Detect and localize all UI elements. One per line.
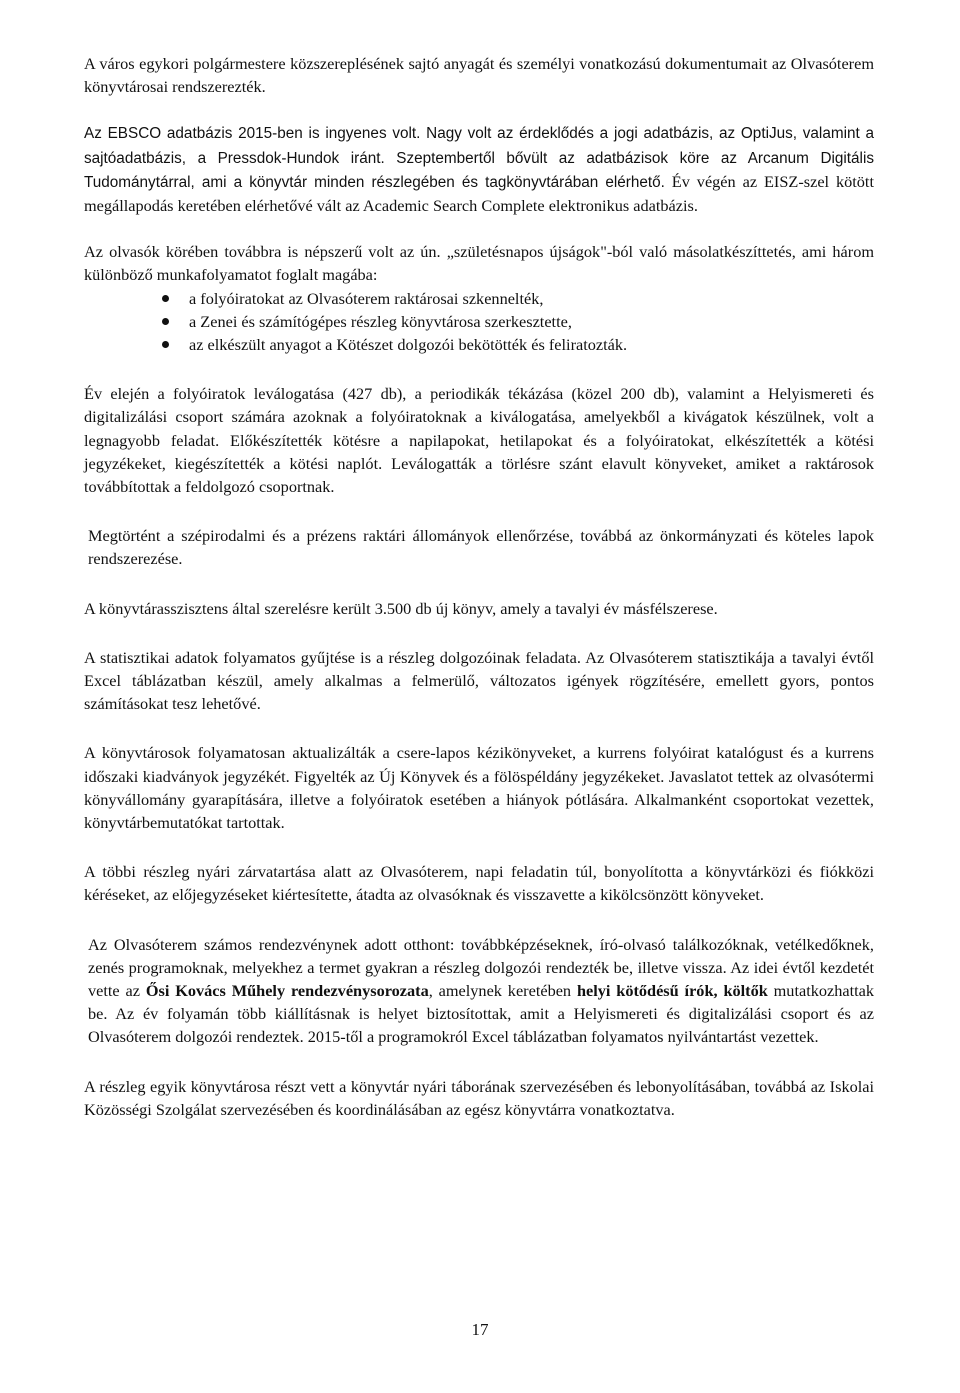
list-item [84, 310, 874, 333]
events-series-name: Ősi Kovács Műhely rendezvénysorozata [145, 981, 429, 1001]
page-number: 17 [471, 1320, 489, 1339]
list-item [84, 333, 874, 356]
paragraph-databases-part1: Az EBSCO adatbázis 2015-ben is ingyenes volt. Nagy volt az érdeklődés a jogi adatbázis, az OptiJus, valamint a sajtóadatbázis, a Pressdok-Hundok iránt. Szeptembertől bővült az adatbázisok köre az Arcanum Digitális Tudománytárral, ami a könyvtár minden részlegében és tagkönyvtárában elérhető. [84, 125, 874, 191]
paragraph-databases [84, 121, 874, 217]
list-item [84, 287, 874, 310]
paragraph-birthday-newspapers: Az olvasók körében továbbra is népszerű volt az ún. „születésnapos újságok"-ból való másolatkészíttetés, ami három különböző munkafolyamatot foglalt magába: [84, 242, 874, 285]
paragraph-handbooks: A könyvtárosok folyamatosan aktualizálták a csere-lapos kézikönyveket, a kurrens folyóirat katalógust és a kurrens időszaki kiadványok jegyzékét. Figyelték az Új Könyvek és a fölöspéldány jegyzékeket. Javaslatot tettek az olvasótermi könyvállomány gyarapítására, illetve a folyóiratok esetében a hiányok pótlására. Alkalmanként csoportokat vezettek, könyvtárbemutatókat tartottak. [84, 743, 874, 833]
events-text-a: Az Olvasóterem számos rendezvénynek adott otthont: továbbképzéseknek, író-olvasó találkozóknak, vetélkedőknek, zenés programoknak, melyekhez a termet gyakran a részleg dolgozói rendezték be, illetve vissza. Az idei évtől kezdetét vette az [88, 934, 874, 1001]
bullet-icon [162, 295, 169, 302]
list-item-text: a folyóiratokat az Olvasóterem raktárosai szkennelték, [189, 288, 544, 308]
paragraph-statistics: A statisztikai adatok folyamatos gyűjtése is a részleg dolgozóinak feladata. Az Olvasóterem statisztikája a tavalyi évtől Excel táblázatban készül, amely alkalmas a felmerülő, változatos igények rögzítésére, emellett gyors, pontos számításokat tesz lehetővé. [84, 647, 874, 714]
bullet-list-workflows [84, 287, 874, 357]
list-item-text: az elkészült anyagot a Kötészet dolgozói bekötötték és feliratozták. [189, 335, 628, 354]
events-local-authors: helyi kötődésű írók, költők [576, 981, 768, 1001]
list-item-text: a Zenei és számítógépes részleg könyvtárosa szerkesztette, [189, 311, 572, 331]
paragraph-mayor-archive: A város egykori polgármestere közszereplésének sajtó anyagát és személyi vonatkozású dokumentumait az Olvasóterem könyvtárosai rendszerezték. [84, 54, 874, 97]
paragraph-stock-check: Megtörtént a szépirodalmi és a prézens raktári állományok ellenőrzése, továbbá az önkormányzati és köteles lapok rendszerezése. [88, 526, 874, 569]
paragraph-summer-camp: A részleg egyik könyvtárosa részt vett a könyvtár nyári táborának szervezésében és lebonyolításában, továbbá az Iskolai Közösségi Szolgálat szervezésében és koordinálásában az egész könyvtárra vonatkoztatva. [84, 1076, 874, 1119]
paragraph-databases-part2: Év végén az EISZ-szel kötött megállapodás keretében elérhetővé vált az Academic Search Complete elektronikus adatbázis. [84, 171, 874, 216]
bullet-icon [162, 341, 169, 348]
paragraph-periodicals-selection: Év elején a folyóiratok leválogatása (427 db), a periodikák tékázása (közel 200 db), valamint a Helyismereti és digitalizálási csoport számára azoknak a folyóiratoknak a kiválogatása, amelyekből a kivágatok készülnek, volt a legnagyobb feladat. Előkészítették kötésre a napilapokat, hetilapokat és a folyóiratokat, elkészítették a kötési jegyzékeket, kiegészítették a kötési naplót. Leválogatták a törlésre szánt elavult könyveket, amiket a raktárosok továbbítottak a feldolgozó csoportnak. [84, 384, 874, 496]
events-text-c: , amelynek keretében [428, 981, 577, 1001]
paragraph-summer-closure: A többi részleg nyári zárvatartása alatt az Olvasóterem, napi feladatin túl, bonyolította a könyvtárközi és fiókközi kéréseket, az előjegyzéseket kiértesítette, átadta az olvasóknak és visszavette a kikölcsönzött könyveket. [84, 862, 874, 905]
paragraph-new-books: A könyvtárasszisztens által szerelésre került 3.500 db új könyv, amely a tavalyi év másfélszerese. [84, 598, 718, 618]
paragraph-events [84, 933, 874, 1049]
events-text-d: mutatkozhattak be. Az év folyamán több kiállításnak is helyet biztosítottak, amit a Helyismereti és digitalizálási csoport és az Olvasóterem dolgozói rendeztek. 2015-től a programokról Excel táblázatban folyamatos nyilvántartást vezettek. [88, 981, 875, 1047]
document-body [84, 52, 874, 1121]
bullet-icon [162, 318, 169, 325]
